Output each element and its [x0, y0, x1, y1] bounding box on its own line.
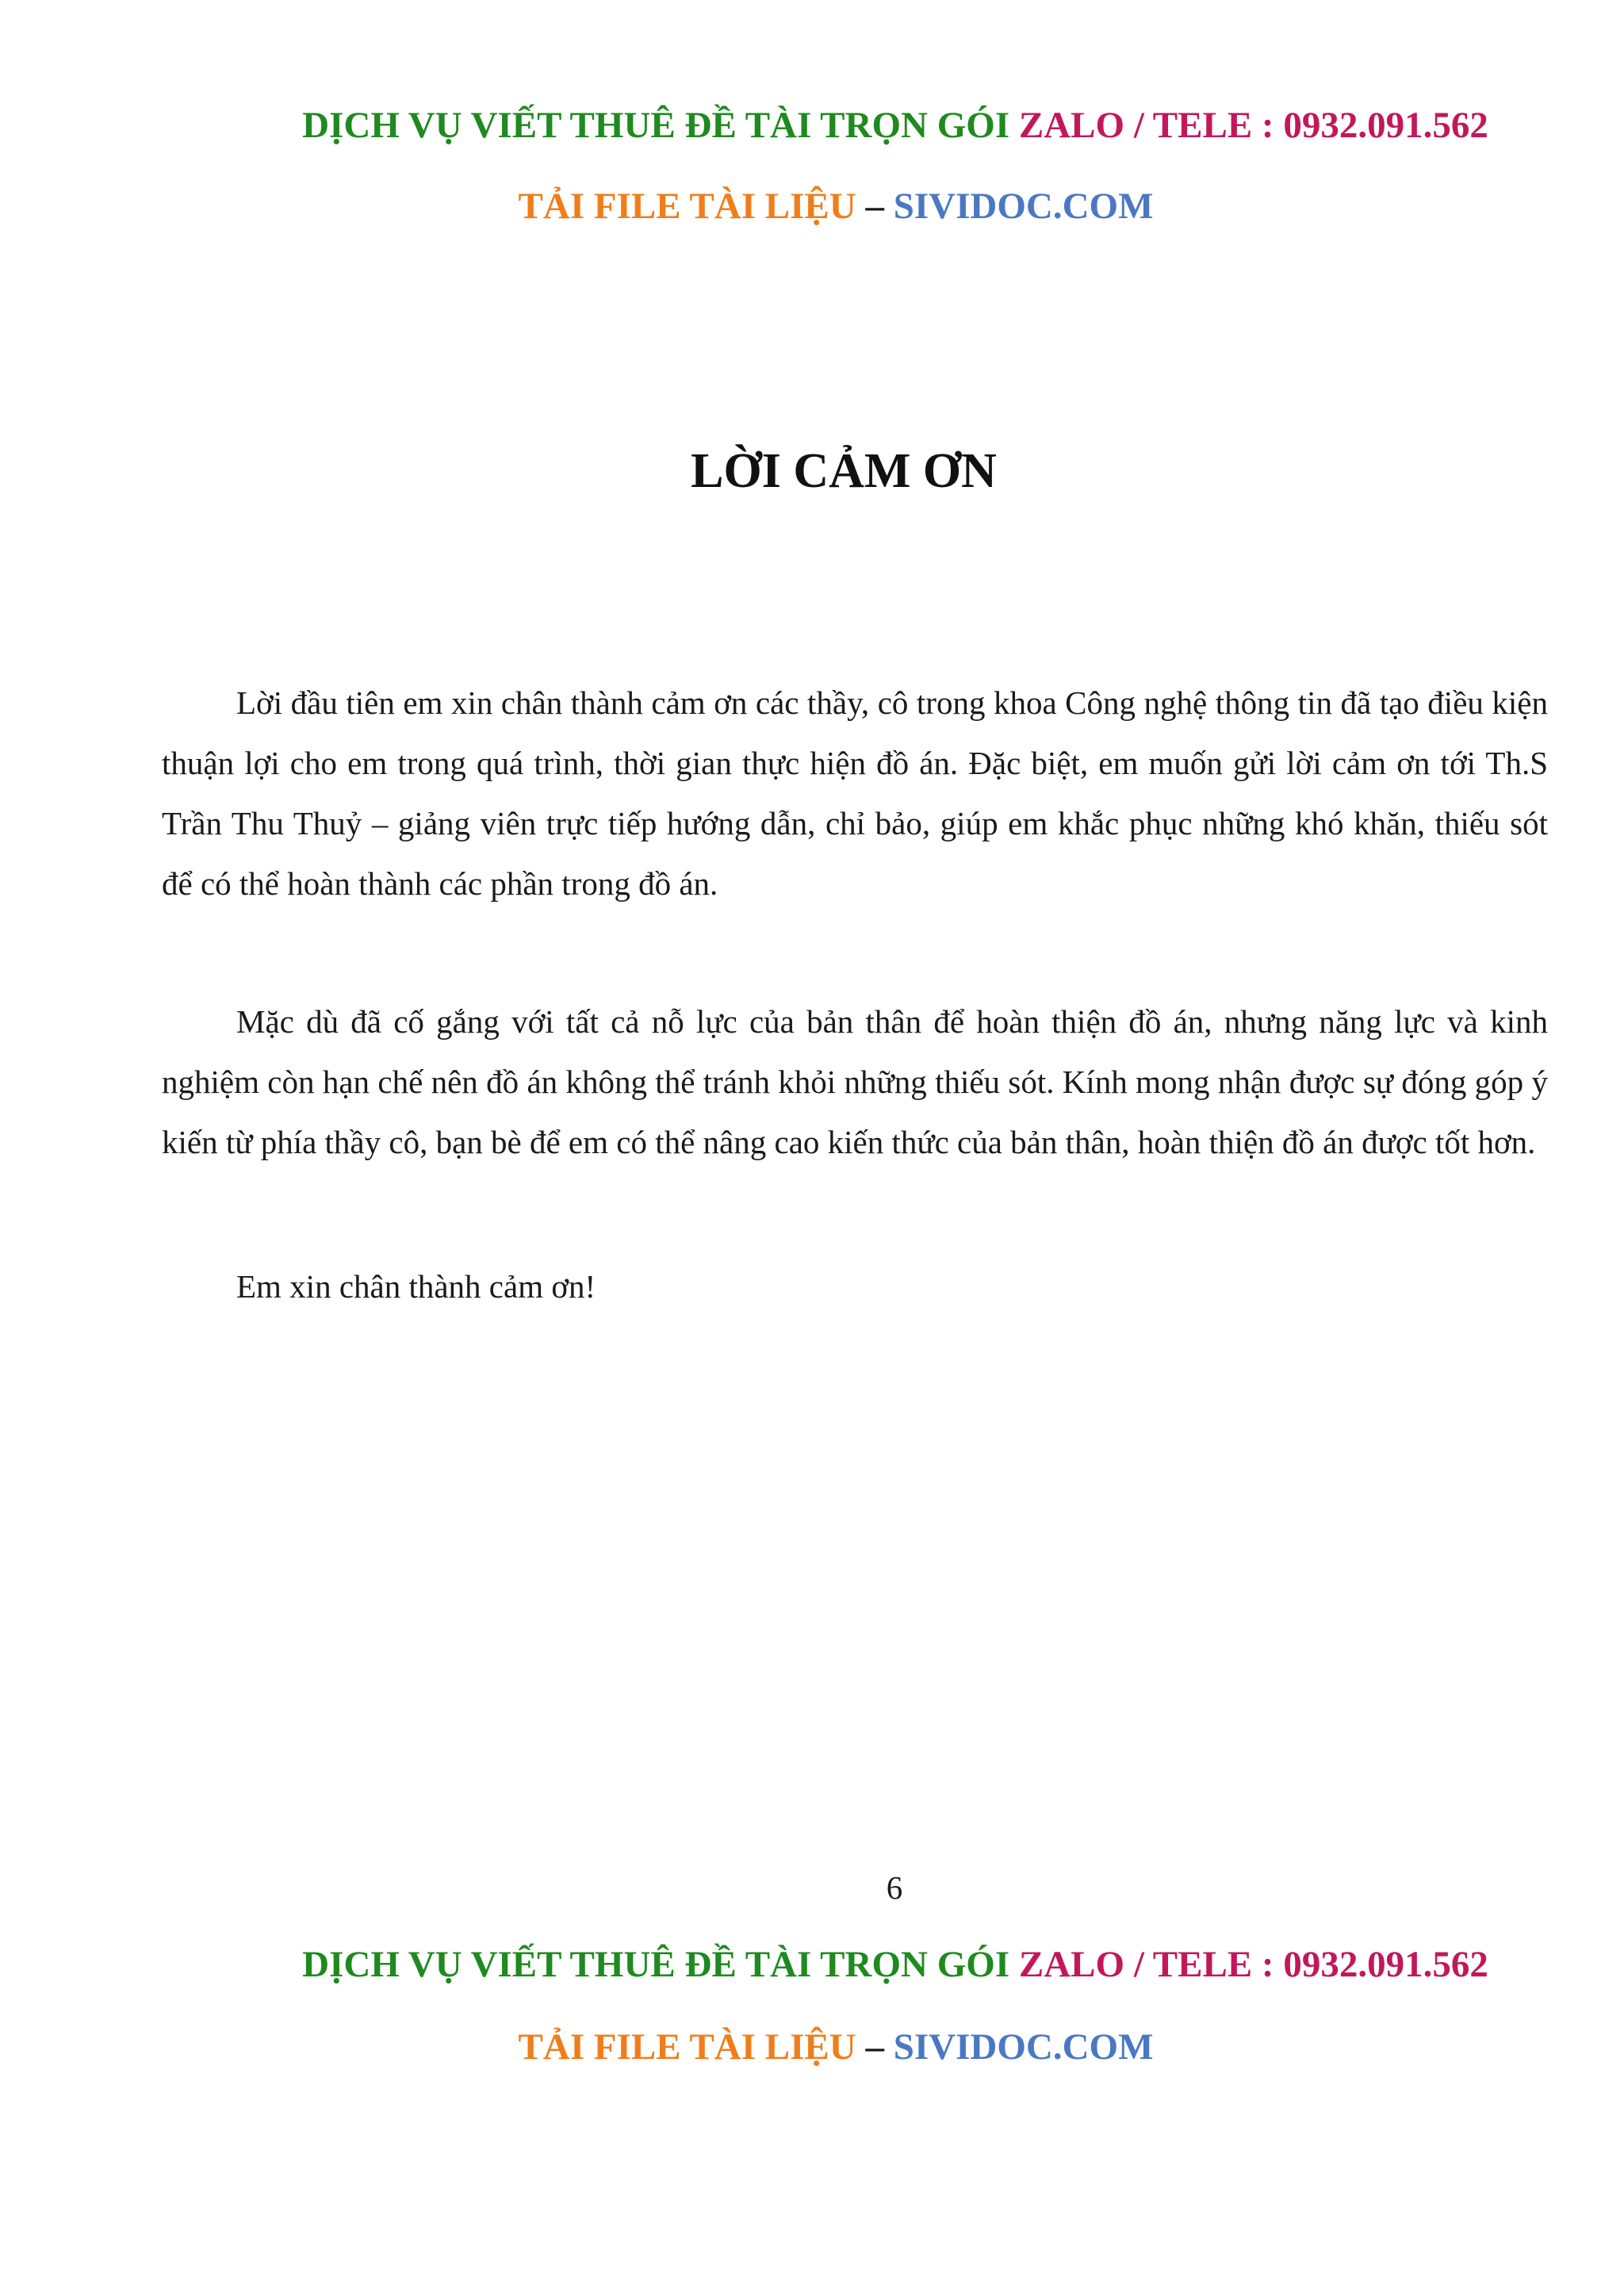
footer-service-line: [0, 1941, 1624, 1988]
page-title: LỜI CẢM ƠN: [691, 444, 997, 498]
footer-download-text: TẢI FILE TÀI LIỆU: [518, 2026, 856, 2068]
paragraph-apology: Mặc dù đã cố gắng với tất cả nỗ lực của bản thân để hoàn thiện đồ án, nhưng năng lực và kinh nghiệm còn hạn chế nên đồ án không thể tránh khỏi những thiếu sót. Kính mong nhận được sự đóng góp ý kiến từ phía thầy cô, bạn bè để em có thể nâng cao kiến thức của bản thân, hoàn thiện đồ án được tốt hơn.: [162, 1003, 1548, 1160]
header-dash: –: [865, 186, 884, 227]
header-service-line: [0, 102, 1624, 149]
header-contact-text: ZALO / TELE : 0932.091.562: [1018, 105, 1488, 146]
header-service-text: DỊCH VỤ VIẾT THUÊ ĐỀ TÀI TRỌN GÓI: [302, 105, 1010, 146]
footer-dash: –: [865, 2026, 884, 2068]
header-site-link[interactable]: SIVIDOC.COM: [893, 186, 1154, 227]
paragraph-thanks: Lời đầu tiên em xin chân thành cảm ơn các thầy, cô trong khoa Công nghệ thông tin đã tạo điều kiện thuận lợi cho em trong quá trình, thời gian thực hiện đồ án. Đặc biệt, em muốn gửi lời cảm ơn tới Th.S Trần Thu Thuỷ – giảng viên trực tiếp hướng dẫn, chỉ bảo, giúp em khắc phục những khó khăn, thiếu sót để có thể hoàn thành các phần trong đồ án.: [162, 684, 1548, 902]
footer-site-link[interactable]: SIVIDOC.COM: [893, 2026, 1154, 2068]
header-download-line: [0, 182, 1624, 230]
header-download-text: TẢI FILE TÀI LIỆU: [518, 186, 856, 227]
footer-service-text: DỊCH VỤ VIẾT THUÊ ĐỀ TÀI TRỌN GÓI: [302, 1944, 1010, 1985]
footer-contact-text: ZALO / TELE : 0932.091.562: [1018, 1944, 1488, 1985]
page-number: 6: [886, 1869, 903, 1906]
paragraph-closing: Em xin chân thành cảm ơn!: [236, 1268, 596, 1305]
footer-download-line: [0, 2023, 1624, 2071]
